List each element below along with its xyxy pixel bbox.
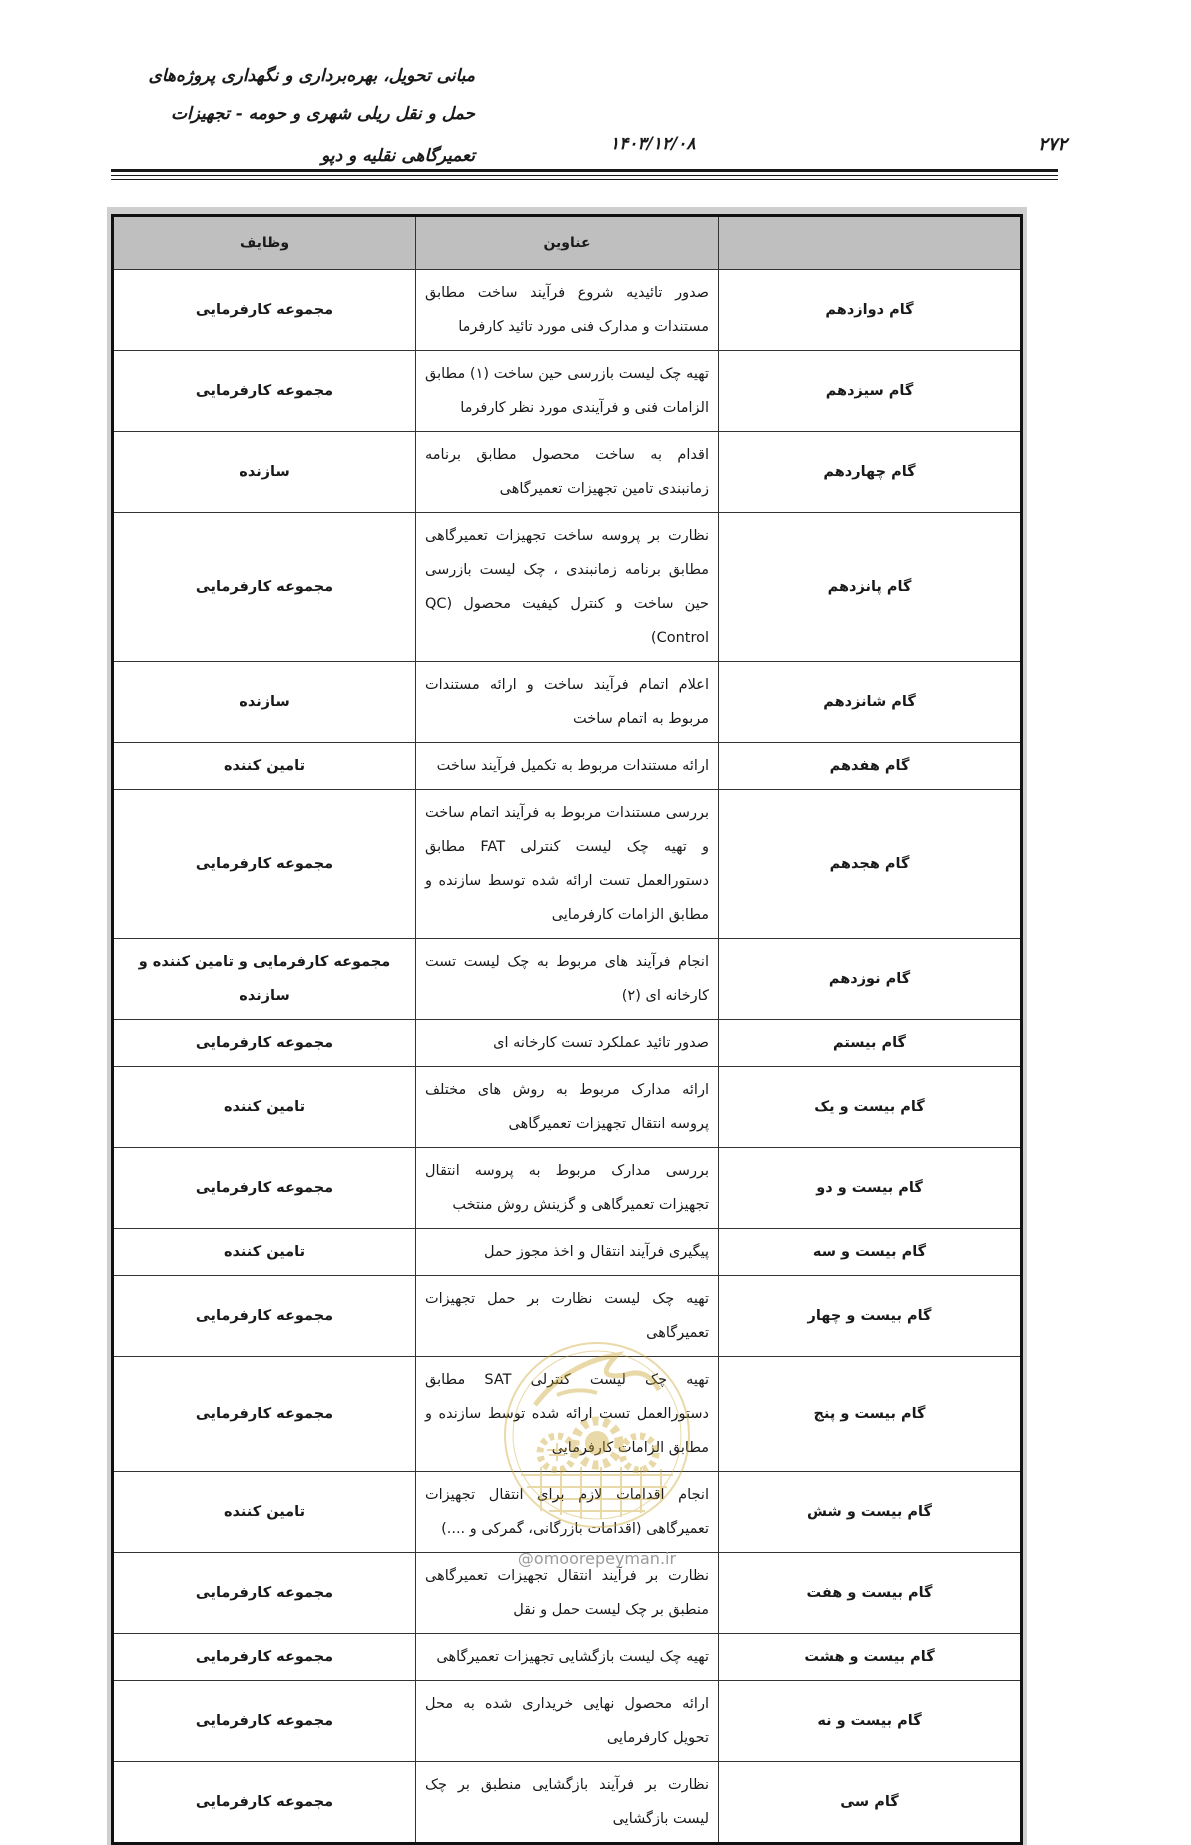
step-title: ارائه محصول نهایی خریداری شده به محل تحویل کارفرمایی <box>416 1681 719 1762</box>
step-duty: مجموعه کارفرمایی <box>113 1020 416 1067</box>
table-row <box>113 351 1022 432</box>
step-title: تهیه چک لیست بازگشایی تجهیزات تعمیرگاهی <box>416 1634 719 1681</box>
table-row <box>113 1020 1022 1067</box>
header-duties: وظایف <box>113 216 416 270</box>
step-duty: مجموعه کارفرمایی <box>113 790 416 939</box>
step-label: گام چهاردهم <box>719 432 1022 513</box>
header-title-line-3: تعمیرگاهی نقلیه و دپو <box>321 146 475 166</box>
step-duty: تامین کننده <box>113 743 416 790</box>
step-title: تهیه چک لیست نظارت بر حمل تجهیزات تعمیرگاهی <box>416 1276 719 1357</box>
omoorepeyman-logo <box>497 1335 697 1535</box>
step-title: نظارت بر فرآیند انتقال تجهیزات تعمیرگاهی منطبق بر چک لیست حمل و نقل <box>416 1553 719 1634</box>
step-label: گام نوزدهم <box>719 939 1022 1020</box>
page-number: ۲۷۲ <box>1037 134 1067 155</box>
table-row <box>113 1681 1022 1762</box>
step-label: گام سیزدهم <box>719 351 1022 432</box>
step-duty: سازنده <box>113 432 416 513</box>
step-label: گام بیست و چهار <box>719 1276 1022 1357</box>
step-duty: مجموعه کارفرمایی <box>113 513 416 662</box>
step-label: گام بیست و دو <box>719 1148 1022 1229</box>
step-duty: مجموعه کارفرمایی و تامین کننده و سازنده <box>113 939 416 1020</box>
step-title: بررسی مستندات مربوط به فرآیند اتمام ساخت و تهیه چک لیست کنترلی FAT مطابق دستورالعمل تست ارائه شده توسط سازنده و مطابق الزامات کارفرمایی <box>416 790 719 939</box>
step-duty: مجموعه کارفرمایی <box>113 1553 416 1634</box>
step-title: انجام فرآیند های مربوط به چک لیست تست کارخانه ای (۲) <box>416 939 719 1020</box>
step-label: گام بیستم <box>719 1020 1022 1067</box>
step-title: ارائه مدارک مربوط به روش های مختلف پروسه انتقال تجهیزات تعمیرگاهی <box>416 1067 719 1148</box>
step-label: گام هجدهم <box>719 790 1022 939</box>
step-label: گام بیست و شش <box>719 1472 1022 1553</box>
step-duty: مجموعه کارفرمایی <box>113 351 416 432</box>
step-title: نظارت بر پروسه ساخت تجهیزات تعمیرگاهی مطابق برنامه زمانبندی ، چک لیست بازرسی حین ساخت و کنترل کیفیت محصول (QC Control) <box>416 513 719 662</box>
table-row <box>113 790 1022 939</box>
header-title-line-2: حمل و نقل ریلی شهری و حومه - تجهیزات <box>170 104 475 124</box>
step-title: صدور تائید عملکرد تست کارخانه ای <box>416 1020 719 1067</box>
step-title: انجام اقدامات لازم برای انتقال تجهیزات تعمیرگاهی (اقدامات بازرگانی، گمرکی و ....) <box>416 1472 719 1553</box>
step-duty: تامین کننده <box>113 1472 416 1553</box>
step-duty: مجموعه کارفرمایی <box>113 1762 416 1844</box>
step-label: گام بیست و هفت <box>719 1553 1022 1634</box>
step-label: گام پانزدهم <box>719 513 1022 662</box>
step-label: گام بیست و هشت <box>719 1634 1022 1681</box>
table-row <box>113 743 1022 790</box>
table-row <box>113 939 1022 1020</box>
step-duty: مجموعه کارفرمایی <box>113 1357 416 1472</box>
step-label: گام بیست و نه <box>719 1681 1022 1762</box>
step-label: گام بیست و یک <box>719 1067 1022 1148</box>
step-title: تهیه چک لیست کنترلی SAT مطابق دستورالعمل تست ارائه شده توسط سازنده و مطابق الزامات کارفرمایی <box>416 1357 719 1472</box>
table-body <box>113 270 1022 1844</box>
header-rule-thin <box>111 175 1058 176</box>
step-title: ارائه مستندات مربوط به تکمیل فرآیند ساخت <box>416 743 719 790</box>
header-titles: عناوین <box>416 216 719 270</box>
step-title: اعلام اتمام فرآیند ساخت و ارائه مستندات مربوط به اتمام ساخت <box>416 662 719 743</box>
step-duty: مجموعه کارفرمایی <box>113 1148 416 1229</box>
step-title: تهیه چک لیست بازرسی حین ساخت (۱) مطابق الزامات فنی و فرآیندی مورد نظر کارفرما <box>416 351 719 432</box>
step-label: گام هفدهم <box>719 743 1022 790</box>
step-duty: مجموعه کارفرمایی <box>113 270 416 351</box>
header-rule-thin <box>111 179 1058 180</box>
step-duty: مجموعه کارفرمایی <box>113 1634 416 1681</box>
header-date: ۱۴۰۳/۱۲/۰۸ <box>610 134 696 154</box>
watermark-website: @omoorepeyman.ir <box>517 1549 677 1568</box>
table-row <box>113 1067 1022 1148</box>
step-duty: سازنده <box>113 662 416 743</box>
step-title: پیگیری فرآیند انتقال و اخذ مجوز حمل <box>416 1229 719 1276</box>
table-row <box>113 1148 1022 1229</box>
step-title: بررسی مدارک مربوط به پروسه انتقال تجهیزات تعمیرگاهی و گزینش روش منتخب <box>416 1148 719 1229</box>
table-header-row <box>113 216 1022 270</box>
table-row <box>113 270 1022 351</box>
table-row <box>113 432 1022 513</box>
step-label: گام دوازدهم <box>719 270 1022 351</box>
header-step-column <box>719 216 1022 270</box>
table-row <box>113 1634 1022 1681</box>
step-label: گام بیست و سه <box>719 1229 1022 1276</box>
step-duty: تامین کننده <box>113 1067 416 1148</box>
step-title: نظارت بر فرآیند بازگشایی منطبق بر چک لیست بازگشایی <box>416 1762 719 1844</box>
header-title-line-1: مبانی تحویل، بهره‌برداری و نگهداری پروژه‌های <box>148 66 475 86</box>
step-title: صدور تائیدیه شروع فرآیند ساخت مطابق مستندات و مدارک فنی مورد تائید کارفرما <box>416 270 719 351</box>
step-label: گام شانزدهم <box>719 662 1022 743</box>
table-row <box>113 662 1022 743</box>
step-duty: مجموعه کارفرمایی <box>113 1681 416 1762</box>
table-row <box>113 1762 1022 1844</box>
steps-table <box>111 214 1023 1845</box>
header-rule-thick <box>111 169 1058 172</box>
step-duty: تامین کننده <box>113 1229 416 1276</box>
steps-table-container <box>111 214 1023 1845</box>
table-row <box>113 1229 1022 1276</box>
step-label: گام بیست و پنج <box>719 1357 1022 1472</box>
step-duty: مجموعه کارفرمایی <box>113 1276 416 1357</box>
step-label: گام سی <box>719 1762 1022 1844</box>
step-title: اقدام به ساخت محصول مطابق برنامه زمانبندی تامین تجهیزات تعمیرگاهی <box>416 432 719 513</box>
table-row <box>113 513 1022 662</box>
